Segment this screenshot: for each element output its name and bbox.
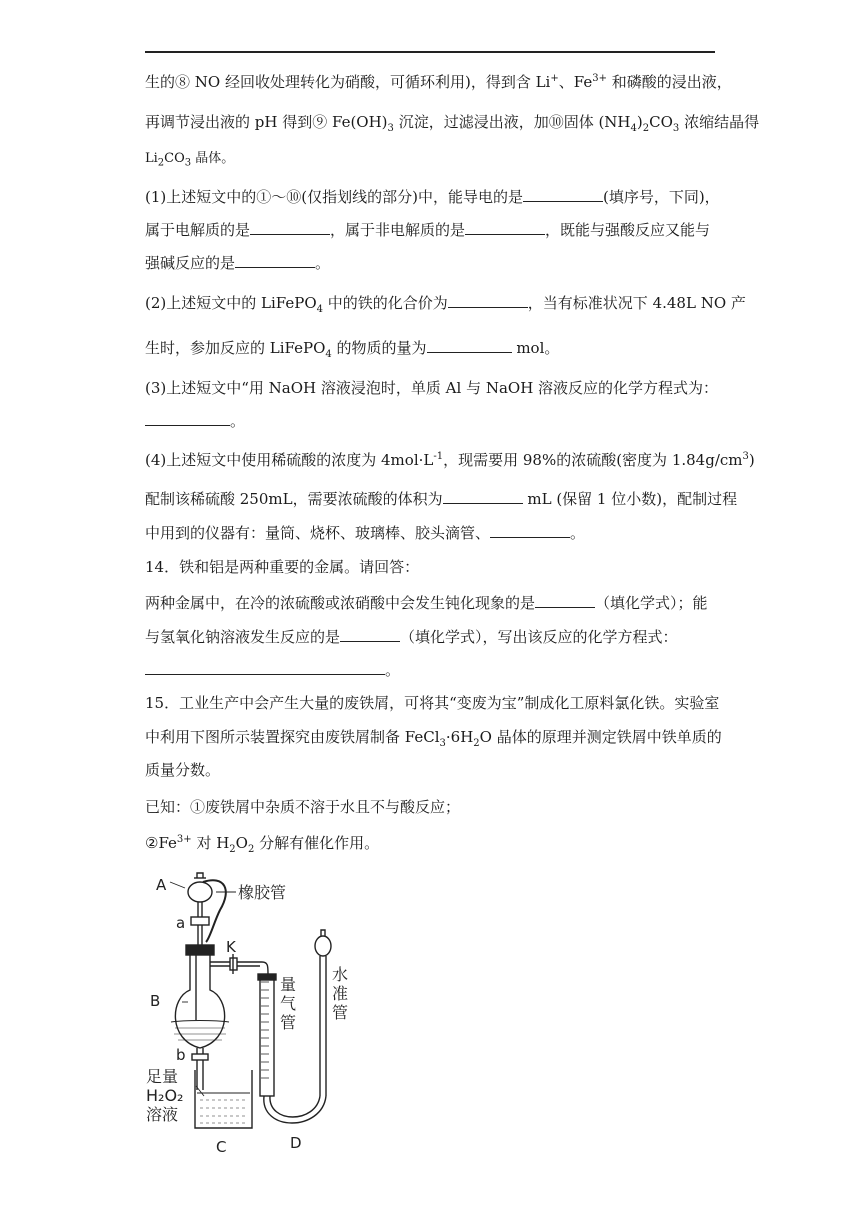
label-gas-tube-2: 气 [280,994,297,1013]
label-K: K [226,938,236,956]
label-water-tube-3: 管 [332,1003,349,1022]
label-b: b [176,1046,186,1064]
answer-blank[interactable] [235,252,315,268]
gas-measuring-tube [258,974,276,1096]
tube-D-inner [270,1096,320,1117]
answer-blank[interactable] [465,219,545,235]
q3-line-1: (3)上述短文中“用 NaOH 溶液浸泡时，单质 Al 与 NaOH 溶液反应的化学方程式为： [145,379,719,397]
answer-blank[interactable] [443,488,523,504]
label-gas-tube-3: 管 [280,1013,297,1032]
answer-blank[interactable] [490,522,570,538]
q15-line-1: 15．工业生产中会产生大量的废铁屑，可将其“变废为宝”制成化工原料氯化铁。实验室 [145,694,720,712]
apparatus-diagram [140,870,380,1160]
q1-line-1: (1)上述短文中的①～⑩(仅指划线的部分)中，能导电的是 (填序号，下同)， [145,188,720,206]
q15-line-2: 中利用下图所示装置探究由废铁屑制备 $FeCl_3\cdot 6H_2O$ 晶体的原理并测定铁屑中铁单质的 [145,728,722,749]
label-enough: 足量 [146,1067,179,1086]
q2-line-1: (2)上述短文中的 LiFePO$_4$ 中的铁的化合价为 ，当有标准状况下 4.48L NO 产 [145,294,746,315]
leader-A [170,882,185,888]
q3-line-2: 。 [145,410,245,431]
q4-line-3: 中用到的仪器有：量筒、烧杯、玻璃棒、胶头滴管、 。 [145,524,586,542]
side-arm-K [210,954,268,974]
tube-D [264,1096,326,1123]
q14-line-4: 。 [145,659,400,680]
answer-blank[interactable] [340,626,400,642]
intro-line-1: 生的⑧ NO 经回收处理转化为硝酸，可循环利用)，得到含 Li+、$Fe^{3+}$ 和磷酸的浸出液， [145,73,732,91]
q4-line-2: 配制该稀硫酸 250mL，需要浓硫酸的体积为 mL (保留 1 位小数)，配制过程 [145,490,738,508]
q4-line-1: (4)上述短文中使用稀硫酸的浓度为 $4mol\cdot L^{-1}$，现需要用 98%的浓硫酸(密度为 $1.84g/cm^3$) [145,451,755,469]
q1-line-3: 强碱反应的是 。 [145,254,331,272]
q14-line-3: 与氢氧化钠溶液发生反应的是 （填化学式），写出该反应的化学方程式： [145,628,678,646]
label-B: B [150,992,161,1010]
intro-line-3: $Li_2CO_3$ 晶体。 [145,151,235,169]
header-rule [145,51,715,53]
intro-line-2: 再调节浸出液的 pH 得到⑨ $Fe(OH)_3$ 沉淀，过滤浸出液，加⑩固体 $(NH_4)_2CO_3$ 浓缩结晶得 [145,113,760,134]
answer-blank[interactable] [448,292,528,308]
q15-line-5: $②Fe^{3+}$ 对 $H_2O_2$ 分解有催化作用。 [145,834,380,855]
q15-line-3: 质量分数。 [145,761,221,779]
leveling-tube [315,930,331,1096]
q2-line-2: 生时，参加反应的 LiFePO$_4$ 的物质的量为 mol。 [145,339,560,360]
label-A: A [156,876,167,894]
label-D: D [290,1134,302,1152]
flask-stopper [186,945,214,955]
q14-line-2: 两种金属中，在冷的浓硫酸或浓硝酸中会发生钝化现象的是 （填化学式）；能 [145,594,708,612]
label-rubber-tube: 橡胶管 [238,883,287,902]
label-a: a [176,914,186,932]
answer-blank[interactable] [250,219,330,235]
answer-blank[interactable] [145,659,385,675]
label-h2o2: H₂O₂ [146,1086,184,1105]
label-C: C [216,1138,227,1156]
label-solution: 溶液 [146,1105,179,1124]
answer-blank[interactable] [427,337,512,353]
flask-B [171,955,229,1048]
label-water-tube-2: 准 [332,984,349,1003]
label-gas-tube-1: 量 [280,975,297,994]
q15-line-4: 已知：①废铁屑中杂质不溶于水且不与酸反应； [145,798,461,816]
q14-line-1: 14．铁和铝是两种重要的金属。请回答： [145,558,420,576]
answer-blank[interactable] [145,410,230,426]
funnel-A [188,873,226,945]
answer-blank[interactable] [523,186,603,202]
q1-line-2: 属于电解质的是 ，属于非电解质的是 ，既能与强酸反应又能与 [145,221,711,239]
label-water-tube-1: 水 [332,965,349,984]
answer-blank[interactable] [535,592,595,608]
